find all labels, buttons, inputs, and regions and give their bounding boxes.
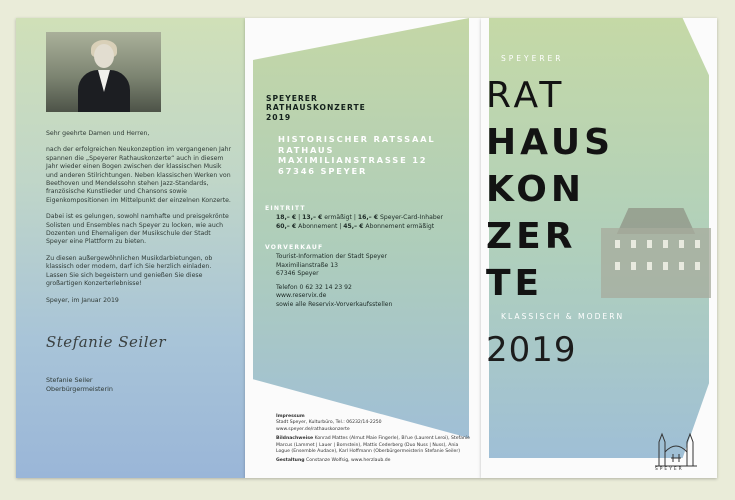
presale-phone: Telefon 0 62 32 14 23 92 <box>276 283 352 291</box>
signatory-role: Oberbürgermeisterin <box>46 384 113 393</box>
speyer-cathedral-logo <box>653 428 699 468</box>
price-value: 16,– € <box>357 214 379 221</box>
town-hall-image <box>601 188 711 298</box>
cover-title-row: RAT <box>486 75 566 116</box>
letter-paragraph: Dabei ist es gelungen, sowohl namhafte und preisgekrönte Solisten und Ensembles nach Speyer zu locken, wie auch Dozenten und Ehemaligen der Musikschule der Stadt Speyer eine Plattform zu bieten. <box>46 213 229 246</box>
price-line-single <box>276 214 443 223</box>
venue-line: MAXIMILIANSTRASSE 12 <box>278 155 428 165</box>
impressum-line: Stadt Speyer, Kulturbüro, Tel.: 06232/14-2250 <box>276 420 382 426</box>
entry-prices <box>276 214 443 231</box>
venue-line: RATHAUS <box>278 144 335 155</box>
cover-title-row: ZER <box>486 216 577 257</box>
venue-block <box>278 134 435 176</box>
venue-line: HISTORISCHER RATSSAAL <box>278 134 436 144</box>
presale-web-link[interactable]: www.reservix.de <box>276 292 327 300</box>
letter-paragraph: nach der erfolgreichen Neukonzeption im vergangenen Jahr spannen die „Speyerer Rathauskonzerte“ auch in diesem Jahr wieder einen Bogen zwischen der klassischen Musik und anderen Stilrichtungen. Neben klassischen Werken von Beethoven und Mendelssohn stehen Jazz-Standards, französische Kunstlieder und Chansons sowie Eigenkompositionen im Mittelpunkt der einzelnen Konzerte. <box>46 146 232 204</box>
entry-heading: EINTRITT <box>265 205 306 212</box>
title-line: RATHAUSKONZERTE <box>266 103 366 113</box>
credits-text: Konrad Mattes (Almut Maie Fingerle), Bl'ue (Laurent Leroi), Stefanie Marcus (Lammet | Lauer | Bornstein), Mattis Cederberg (Duo Nuss | Nuss), Ania Logue (Ensemble Audace), Karl Hoffmann (Oberbürgermeisterin Stefanie Seiler) <box>276 436 470 455</box>
price-value: 45,– € <box>343 222 364 230</box>
price-label: Speyer-Card-Inhaber <box>378 214 444 221</box>
price-value: 60,– € <box>276 222 297 230</box>
price-line-subscription <box>276 223 443 232</box>
letter-panel <box>16 18 245 478</box>
letter-date: Speyer, im Januar 2019 <box>46 296 119 304</box>
design-text: Constanze Wolfsig, www.herzlaub.de <box>306 458 391 464</box>
cover-title-row: TE <box>486 263 544 304</box>
cover-title-row: KON <box>486 169 586 210</box>
letter-paragraph: Zu diesen außergewöhnlichen Musikdarbietungen, ob klassisch oder modern, darf ich Sie herzlich einladen. Lassen Sie sich begeistern und genießen Sie diese großartigen Konzerterlebnisse! <box>46 254 213 288</box>
handwritten-signature: Stefanie Seiler <box>46 333 167 351</box>
signatory <box>46 376 113 393</box>
concert-title <box>266 94 366 122</box>
presale-heading: VORVERKAUF <box>265 244 324 251</box>
title-line: SPEYERER <box>266 94 318 103</box>
cover-panel <box>481 18 717 478</box>
price-label: ermäßigt | <box>322 214 358 221</box>
presale-line: Tourist-Information der Stadt Speyer <box>276 253 388 260</box>
cover-overline: SPEYERER <box>501 54 564 63</box>
price-label: Abonnement ermäßigt <box>363 222 435 230</box>
title-line: 2019 <box>266 112 292 122</box>
info-panel <box>245 18 481 478</box>
price-value: 13,– € <box>302 214 323 221</box>
portrait-photo <box>46 32 161 112</box>
impressum-line: www.speyer.de/rathauskonzerte <box>276 426 350 432</box>
price-value: 18,– € <box>276 214 297 221</box>
letter-greeting: Sehr geehrte Damen und Herren, <box>46 130 150 137</box>
impressum <box>276 414 472 465</box>
cover-year: 2019 <box>486 330 577 370</box>
cover-title-row: HAUS <box>486 122 615 163</box>
price-label: Abonnement | <box>296 222 344 230</box>
price-sep: | <box>296 214 303 221</box>
impressum-heading: Impressum <box>276 414 305 419</box>
design-heading: Gestaltung <box>276 458 305 464</box>
venue-line: 67346 SPEYER <box>278 165 368 176</box>
credits-heading: Bildnachweise <box>276 436 314 442</box>
presale-line: 67346 Speyer <box>276 270 319 278</box>
signatory-name: Stefanie Seiler <box>46 376 93 384</box>
welcome-letter <box>46 130 232 313</box>
presale-web-note: sowie alle Reservix-Vorverkaufsstellen <box>276 300 393 308</box>
cover-subtitle: KLASSISCH & MODERN <box>501 312 625 321</box>
logo-text: SPEYER <box>655 467 684 472</box>
presale-line: Maximilianstraße 13 <box>276 261 338 269</box>
presale-address <box>276 253 392 310</box>
